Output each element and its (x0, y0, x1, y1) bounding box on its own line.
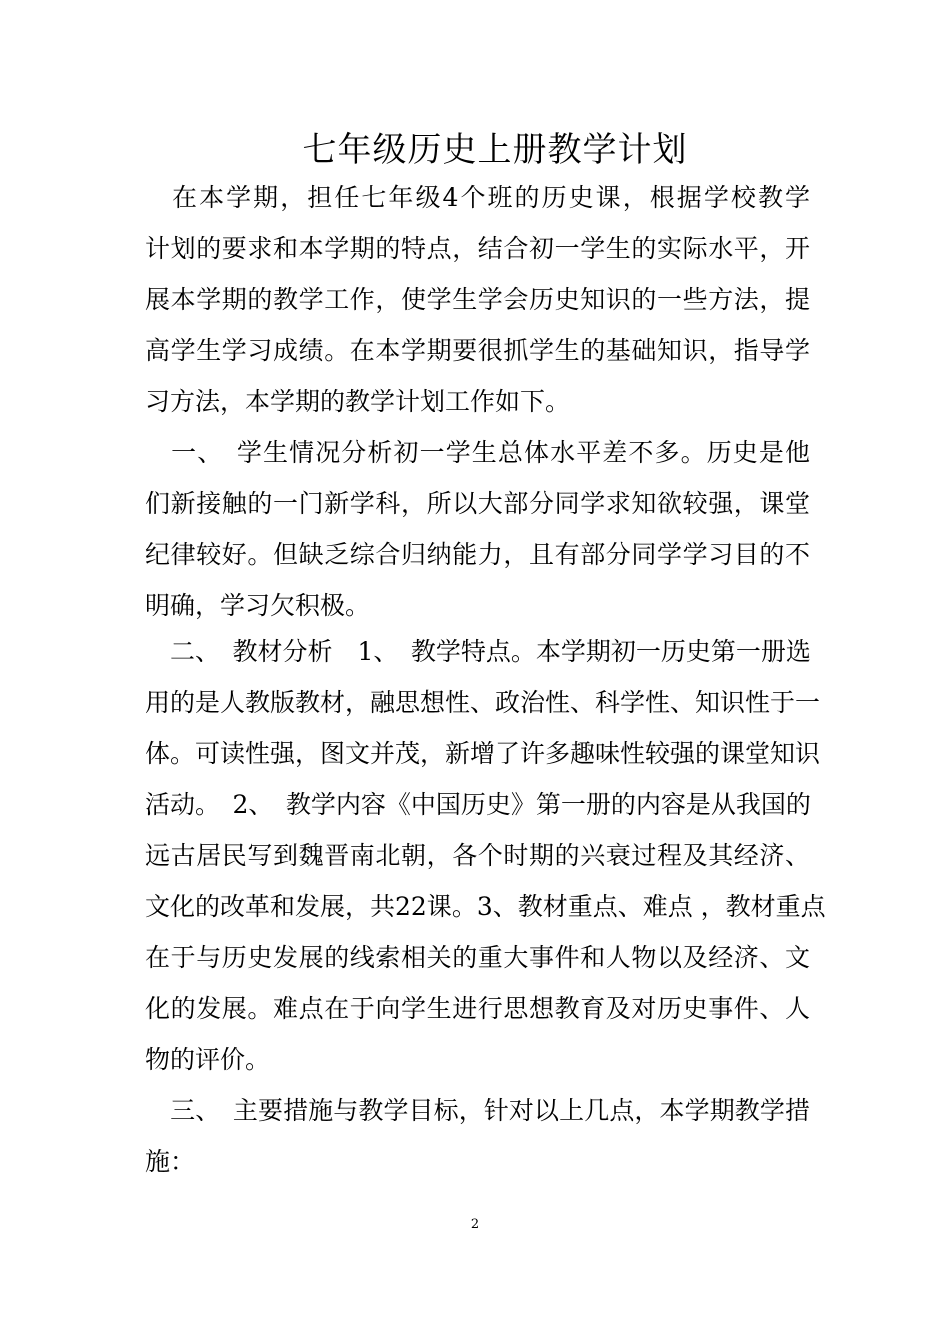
paragraph-line: 体。可读性强，图文并茂，新增了许多趣味性较强的课堂知识 (145, 739, 821, 768)
paragraph-line: 文化的改革和发展，共22课。3、教材重点、难点 ，教材重点 (145, 892, 826, 921)
paragraph-line: 高学生学习成绩。在本学期要很抓学生的基础知识，指导学 (145, 336, 810, 365)
document-title: 七年级历史上册教学计划 (302, 130, 688, 170)
paragraph-line: 化的发展。难点在于向学生进行思想教育及对历史事件、人 (145, 994, 810, 1023)
paragraph-line: 在于与历史发展的线索相关的重大事件和人物以及经济、文 (145, 943, 810, 972)
paragraph-line: 计划的要求和本学期的特点，结合初一学生的实际水平，开 (145, 234, 810, 263)
paragraph-line: 在本学期，担任七年级4个班的历史课，根据学校教学 (145, 183, 810, 212)
paragraph-line: 习方法，本学期的教学计划工作如下。 (145, 387, 571, 416)
paragraph-line: 用的是人教版教材，融思想性、政治性、科学性、知识性于一 (145, 688, 821, 717)
paragraph-line: 三、 主要措施与教学目标，针对以上几点，本学期教学措 (145, 1096, 810, 1125)
paragraph-line: 物的评价。 (145, 1045, 271, 1074)
paragraph-line: 一、 学生情况分析初一学生总体水平差不多。历史是他 (145, 438, 810, 467)
paragraph-line: 明确，学习欠积极。 (145, 591, 371, 620)
paragraph-line: 活动。 2、 教学内容《中国历史》第一册的内容是从我国的 (145, 790, 811, 819)
paragraph-line: 展本学期的教学工作，使学生学会历史知识的一些方法，提 (145, 285, 810, 314)
paragraph-line: 二、 教材分析 1、 教学特点。本学期初一历史第一册选 (145, 637, 811, 666)
paragraph-line: 施： (145, 1147, 196, 1176)
paragraph-line: 们新接触的一门新学科，所以大部分同学求知欲较强，课堂 (145, 489, 810, 518)
paragraph-line: 纪律较好。但缺乏综合归纳能力，且有部分同学学习目的不 (145, 540, 810, 569)
paragraph-line: 远古居民写到魏晋南北朝，各个时期的兴衰过程及其经济、 (145, 841, 810, 870)
page-number: 2 (470, 1217, 480, 1232)
